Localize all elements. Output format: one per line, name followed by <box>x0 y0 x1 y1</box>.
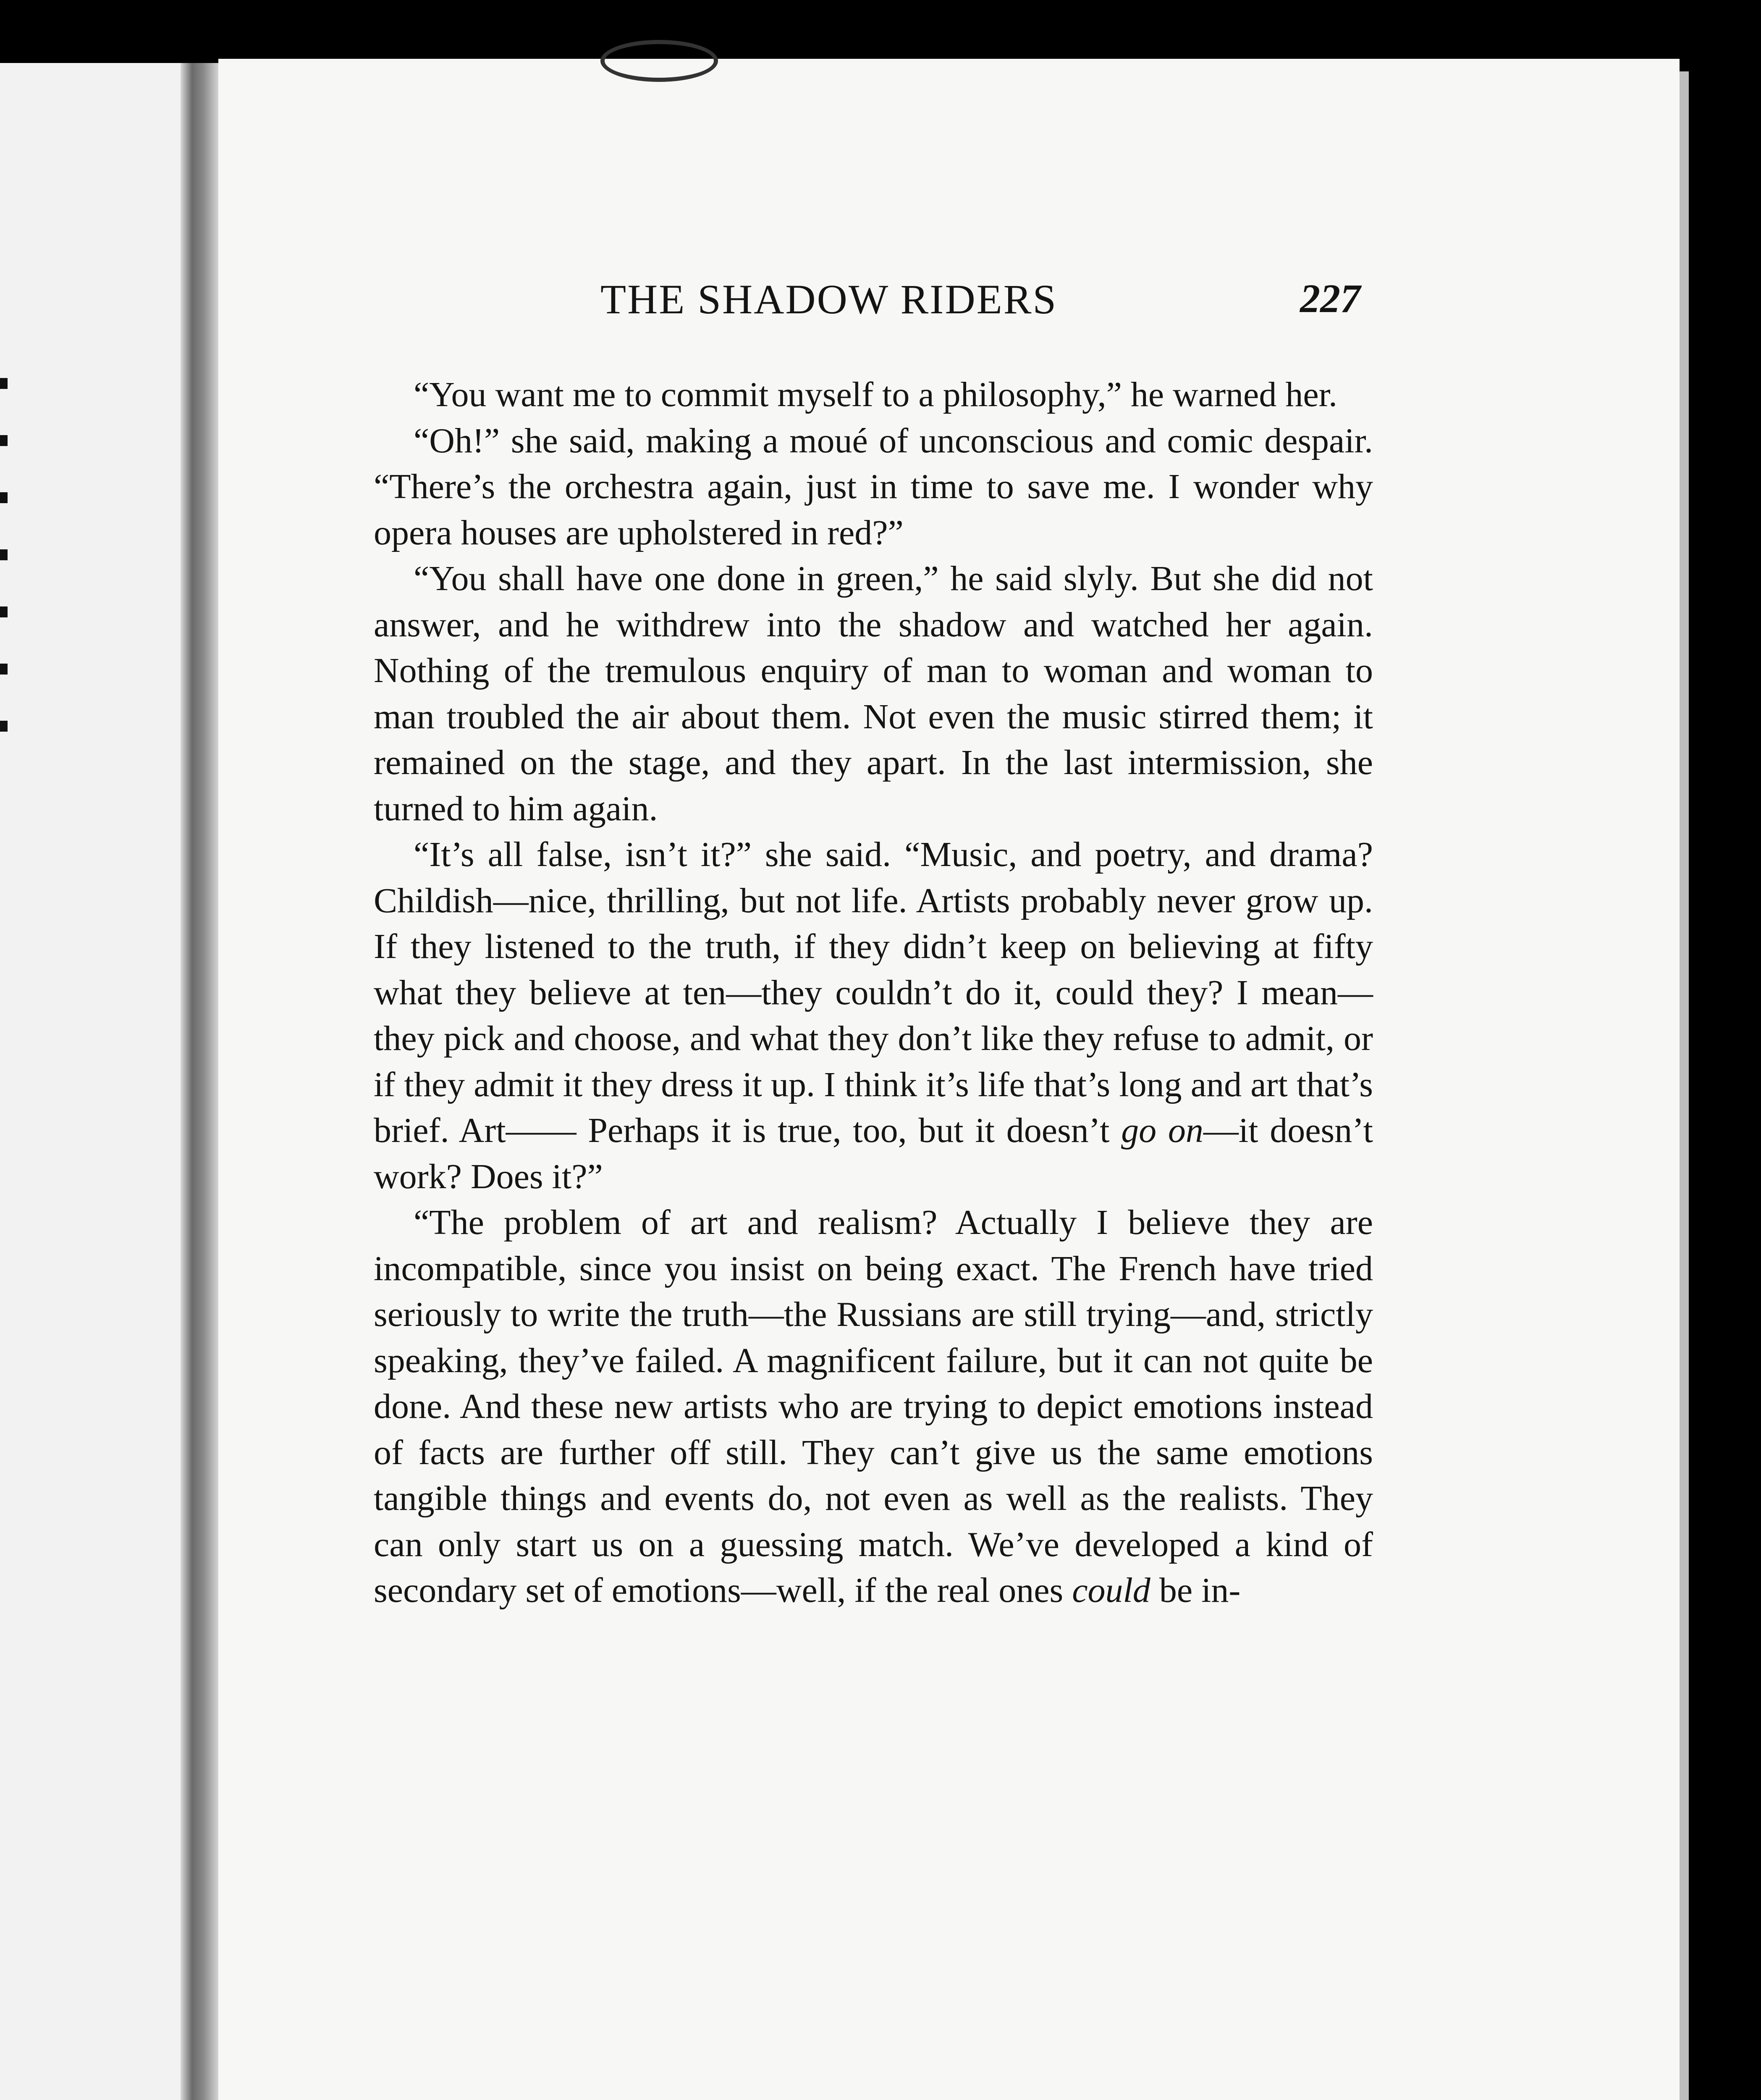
paragraph <box>374 1200 1373 1614</box>
page-number: 227 <box>1300 276 1360 321</box>
body-text <box>374 372 1373 1614</box>
paragraph-text: “The problem of art and realism? Actually I believe they are incompatible, since you insist on being exact. The French have tried seriously to write the truth—the Russians are still trying—and, strictly speaking, they’ve failed. A magnificent failure, but it can not quite be done. And these new artists who are trying to depict emotions instead of facts are further off still. They can’t give us the same emotions tangible things and events do, not even as well as the realists. They can only start us on a guessing match. We’ve developed a kind of secondary set of emotions—well, if the real ones <box>374 1203 1373 1610</box>
paragraph-text: —it doesn’t work? Does it?” <box>374 1111 1373 1196</box>
running-title: THE SHADOW RIDERS <box>600 276 1058 323</box>
previous-page-edge <box>0 63 185 2100</box>
page-right-edge <box>1680 71 1689 2100</box>
paragraph: “You want me to commit myself to a philosophy,” he warned her. <box>414 375 1337 414</box>
page-header <box>600 275 1360 338</box>
text-fragment <box>0 435 8 446</box>
paragraph-text: be in- <box>1150 1571 1241 1610</box>
library-stamp-mark <box>600 40 718 82</box>
emphasized-text: could <box>1072 1571 1150 1610</box>
paragraph <box>374 832 1373 1200</box>
text-fragment <box>0 492 8 503</box>
text-fragment <box>0 549 8 560</box>
text-fragment <box>0 606 8 617</box>
paragraph: “Oh!” she said, making a moué of unconscious and comic despair. “There’s the orchestra again, just in time to save me. I wonder why opera houses are upholstered in red?” <box>374 421 1373 552</box>
previous-page-text-fragments <box>0 378 13 778</box>
paragraph: “You shall have one done in green,” he said slyly. But she did not answer, and he withdrew into the shadow and watched her again. Nothing of the tremulous enquiry of man to woman and woman to man troubled the air about them. Not even the music stirred them; it remained on the stage, and they apart. In the last intermission, she turned to him again. <box>374 559 1373 828</box>
text-fragment <box>0 378 8 389</box>
emphasized-text: go on <box>1121 1111 1203 1150</box>
text-fragment <box>0 664 8 675</box>
text-fragment <box>0 721 8 732</box>
paragraph-text: “It’s all false, isn’t it?” she said. “Music, and poetry, and drama? Childish—nice, thrilling, but not life. Artists probably never grow up. If they listened to the truth, if they didn’t keep on believing at fifty what they believe at ten—they couldn’t do it, could they? I mean—they pick and choose, and what they don’t like they refuse to admit, or if they admit it they dress it up. I think it’s life that’s long and art that’s brief. Art—— Perhaps it is true, too, but it doesn’t <box>374 835 1373 1150</box>
